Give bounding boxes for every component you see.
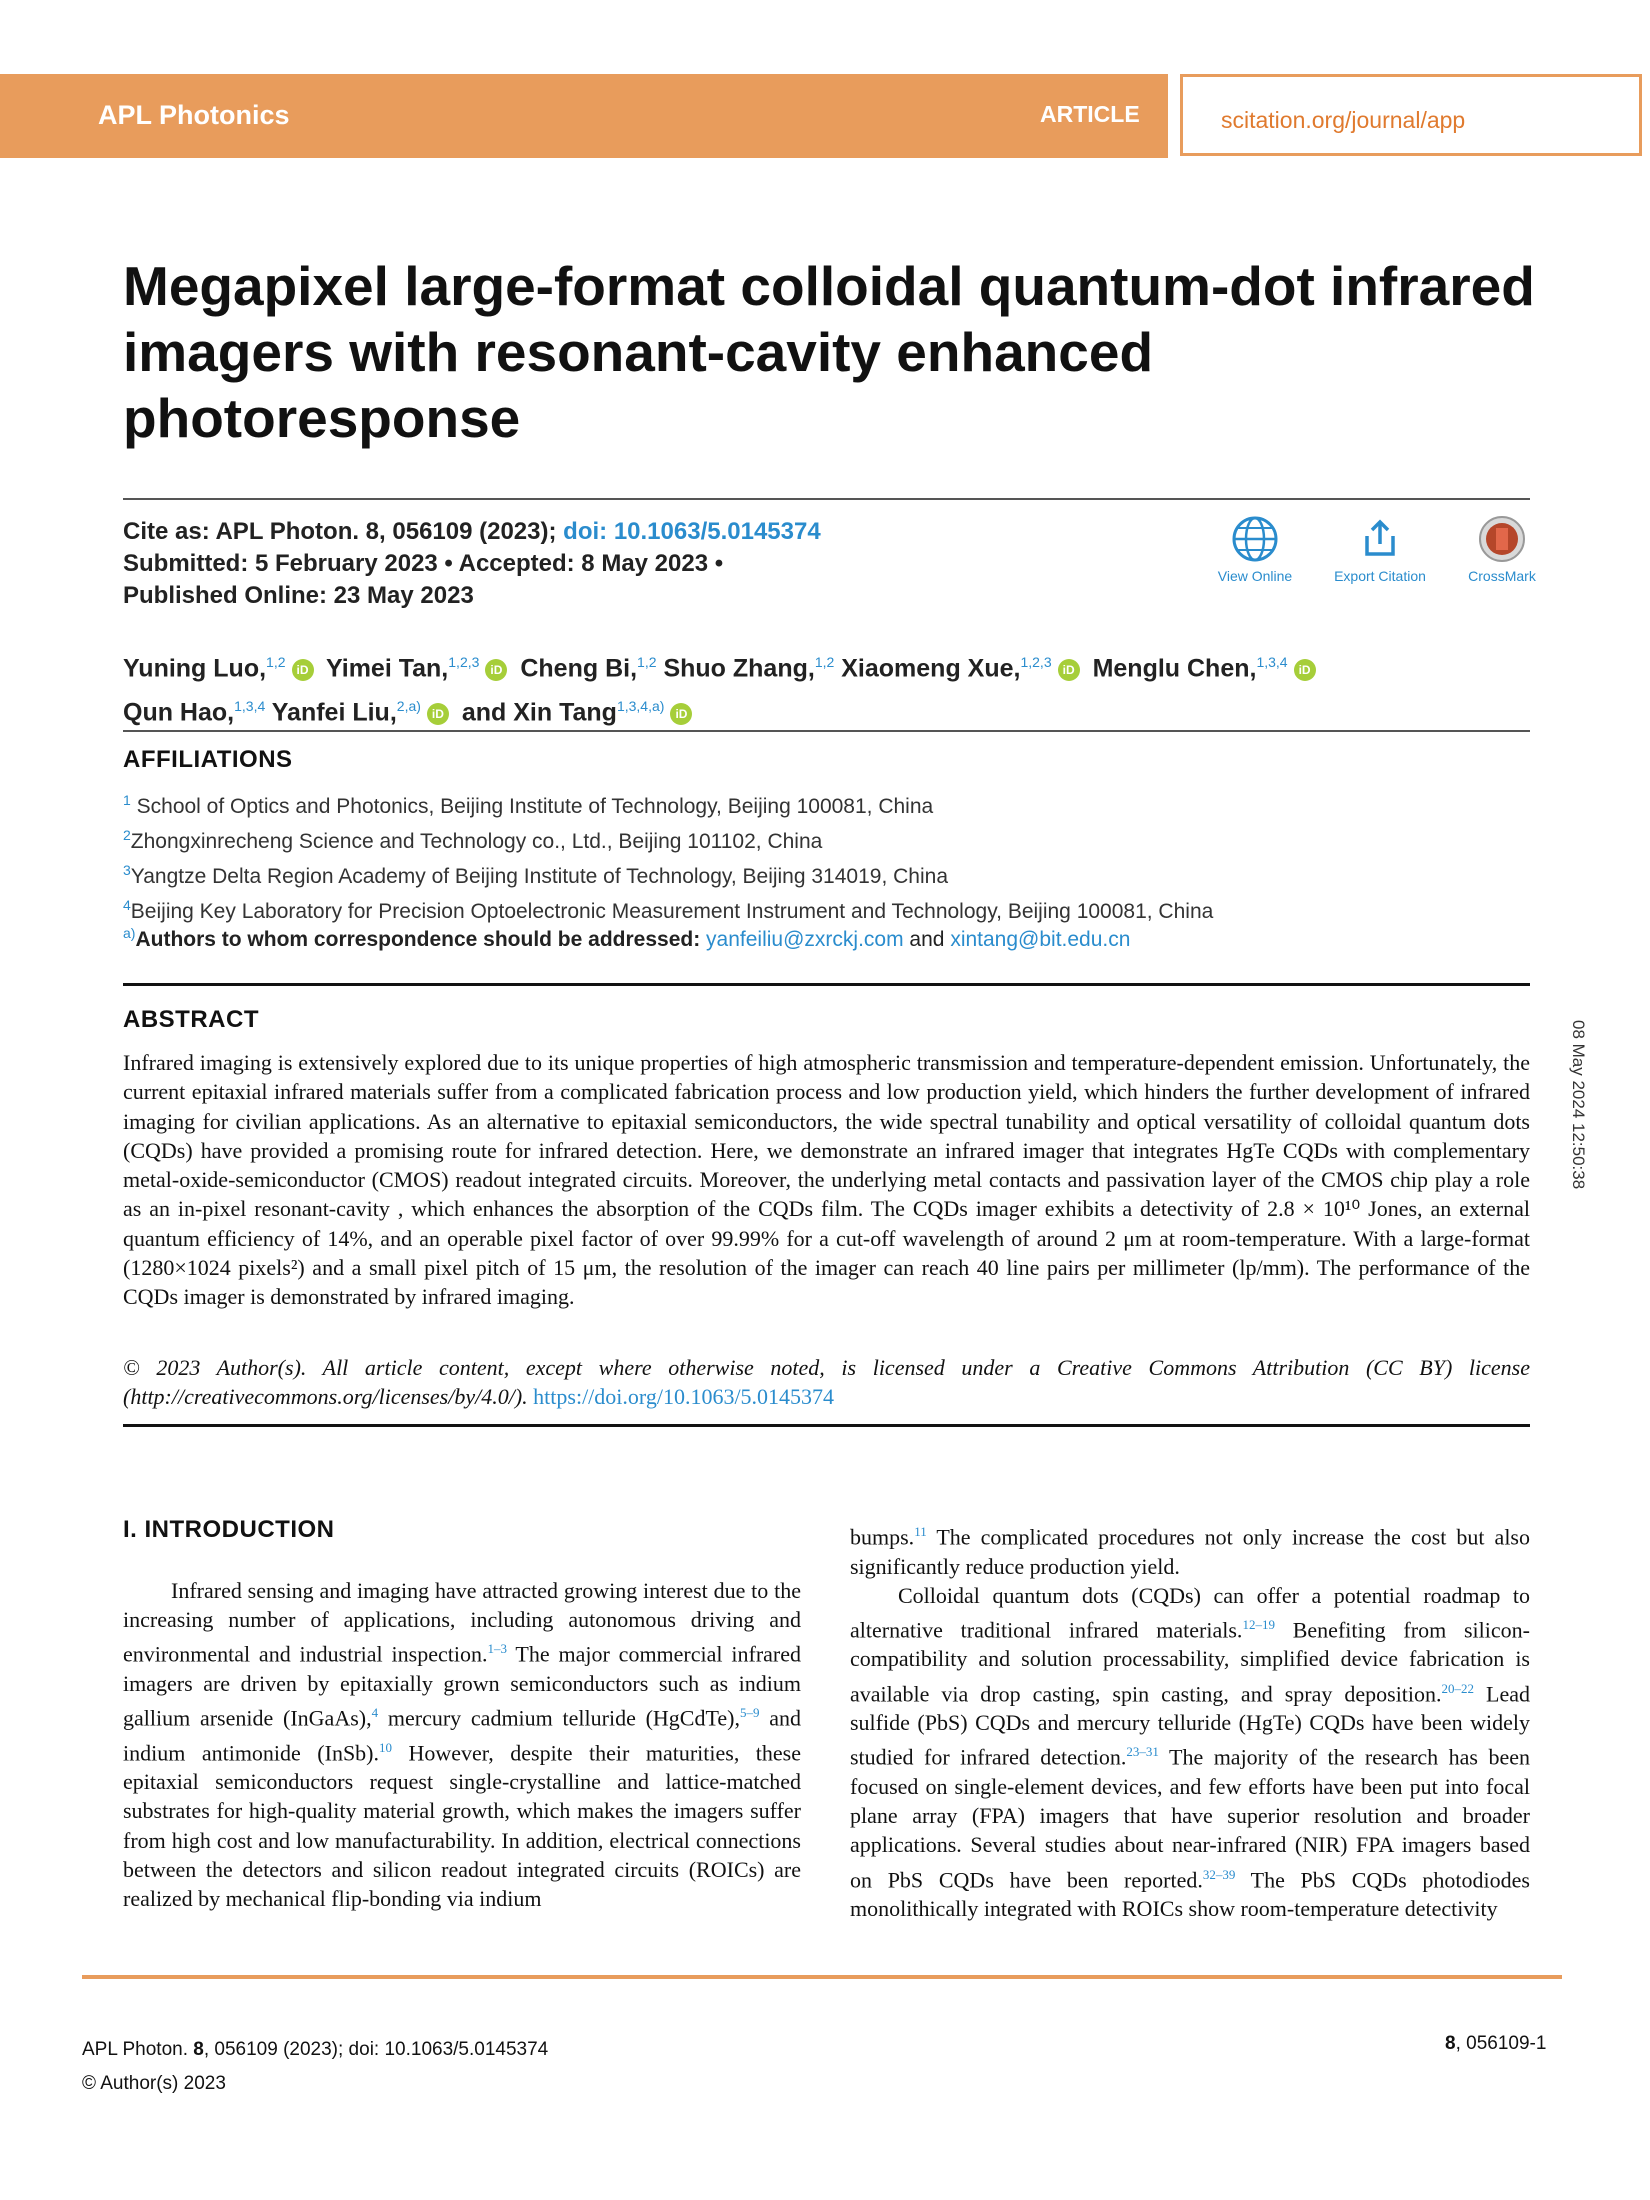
- view-online-button[interactable]: [1195, 514, 1315, 584]
- orcid-icon[interactable]: iD: [1058, 659, 1080, 681]
- affiliation-text: Yangtze Delta Region Academy of Beijing Institute of Technology, Beijing 314019, China: [130, 865, 948, 888]
- author-name: Qun Hao,: [123, 698, 235, 727]
- orcid-icon[interactable]: iD: [427, 703, 449, 725]
- author-name: Cheng Bi,: [520, 654, 638, 683]
- cite-label: Cite as: APL Photon. 8, 056109 (2023);: [123, 518, 557, 545]
- affiliations-list: [123, 786, 1543, 926]
- affiliation-item: [123, 821, 1543, 856]
- email-link[interactable]: yanfeiliu@zxrckj.com: [706, 928, 904, 951]
- reference-citation[interactable]: 23–31: [1126, 1744, 1159, 1760]
- email-link[interactable]: xintang@bit.edu.cn: [950, 928, 1131, 951]
- footer-volume: 8: [193, 2039, 204, 2060]
- page-number: [1445, 2033, 1546, 2055]
- body-text: bumps.: [850, 1524, 915, 1550]
- author-affiliation-mark: 1,2: [637, 654, 657, 670]
- introduction-heading: I. INTRODUCTION: [123, 1516, 335, 1543]
- body-text: The PbS CQDs photodiodes monolithically integrated with ROICs show room-temperature detectivity: [850, 1866, 1530, 1922]
- body-text: Benefiting from silicon-compatibility and solution processability, simplified device fabrication is available via drop casting, spin casting, and spray deposition.: [850, 1617, 1530, 1706]
- export-citation-button[interactable]: [1320, 514, 1440, 584]
- license-doi-link[interactable]: https://doi.org/10.1063/5.0145374: [533, 1384, 835, 1410]
- author-name: and Xin Tang: [461, 698, 617, 727]
- body-text: Colloidal quantum dots (CQDs) can offer a potential roadmap to alternative traditional infrared materials.: [850, 1582, 1530, 1643]
- license-note: [123, 1353, 1530, 1412]
- orcid-icon[interactable]: iD: [1294, 659, 1316, 681]
- divider: [123, 730, 1530, 732]
- author-affiliation-mark: 2,a): [396, 698, 421, 715]
- affiliation-number: 2: [123, 827, 131, 843]
- body-text: Lead sulfide (PbS) CQDs and mercury telluride (HgTe) CQDs have been widely studied for infrared detection.: [850, 1681, 1531, 1770]
- body-text: However, despite their maturities, these epitaxial semiconductors request single-crystalline and lattice-matched substrates for high-quality material growth, which makes the imagers suffer from high cost and low manufacturability. In addition, electrical connections between the detectors and silicon readout integrated circuits (ROICs) are realized by mechanical flip-bonding via indium: [123, 1740, 802, 1912]
- reference-citation[interactable]: 32–39: [1202, 1866, 1236, 1882]
- correspondence-note: [123, 925, 1543, 952]
- author-name: Yimei Tan,: [326, 654, 449, 683]
- affiliation-text: School of Optics and Photonics, Beijing Institute of Technology, Beijing 100081, China: [136, 795, 934, 818]
- footer-journal: APL Photon.: [82, 2039, 188, 2060]
- orcid-icon[interactable]: iD: [292, 659, 314, 681]
- page-id: , 056109-1: [1455, 2033, 1547, 2054]
- doi-link[interactable]: doi: 10.1063/5.0145374: [563, 518, 821, 545]
- reference-citation[interactable]: 11: [914, 1524, 927, 1539]
- globe-icon: [1230, 514, 1280, 564]
- reference-citation[interactable]: 10: [379, 1739, 393, 1755]
- reference-citation[interactable]: 5–9: [739, 1705, 760, 1721]
- submitted-dates: Submitted: 5 February 2023 • Accepted: 8 May 2023 •: [123, 550, 724, 577]
- orcid-icon[interactable]: iD: [670, 703, 692, 725]
- page-volume: 8: [1445, 2033, 1456, 2054]
- divider: [123, 1424, 1530, 1427]
- export-citation-label: Export Citation: [1334, 568, 1426, 584]
- affiliation-item: [123, 786, 1543, 821]
- affiliations-heading: AFFILIATIONS: [123, 746, 293, 773]
- crossmark-icon: [1477, 514, 1527, 564]
- share-export-icon: [1355, 514, 1405, 564]
- crossmark-label: CrossMark: [1468, 568, 1536, 584]
- footer-rule: [82, 1975, 1562, 1979]
- author-affiliation-mark: 1,3,4,a): [616, 698, 665, 715]
- divider: [123, 983, 1530, 986]
- affiliation-text: Zhongxinrecheng Science and Technology co., Ltd., Beijing 101102, China: [130, 830, 823, 853]
- reference-citation[interactable]: 20–22: [1441, 1680, 1475, 1696]
- view-online-label: View Online: [1217, 568, 1293, 584]
- author-name: Yanfei Liu,: [271, 698, 397, 727]
- author-affiliation-mark: 1,3,4: [234, 698, 266, 715]
- intro-paragraph: [123, 1576, 801, 1913]
- abstract-text: Infrared imaging is extensively explored due to its unique properties of high atmospheric transmission and temperature-dependent emission. Unfortunately, the current epitaxial infrared materials suffer from a complicated fabrication process and low production yield, which hinders the further development of infrared imaging for civilian applications. As an alternative to epitaxial semiconductors, the wide spectral tunability and optical versatility of colloidal quantum dots (CQDs) have provided a promising route for infrared detection. Here, we demonstrate an infrared imager that integrates HgTe CQDs with complementary metal-oxide-semiconductor (CMOS) readout integrated circuits. Moreover, the underlying metal contacts and passivation layer of the CMOS chip play a role as an in-pixel resonant-cavity , which enhances the absorption of the CQDs film. The CQDs imager exhibits a detectivity of 2.8 × 10¹⁰ Jones, an external quantum efficiency of 14%, and an operable pixel factor of over 99.99% for a cut-off wavelength of around 2 μm at room-temperature. With a large-format (1280×1024 pixels²) and a small pixel pitch of 15 μm, the resolution of the imager can reach 40 line pairs per millimeter (lp/mm). The performance of the CQDs imager is demonstrated by infrared imaging.: [123, 1050, 1530, 1310]
- article-type-label: ARTICLE: [1040, 101, 1140, 127]
- affiliation-text: Beijing Key Laboratory for Precision Optoelectronic Measurement Instrument and Technology, Beijing 100081, China: [130, 900, 1214, 923]
- affiliation-item: [123, 856, 1543, 891]
- body-text: mercury cadmium telluride (HgCdTe),: [378, 1705, 740, 1731]
- correspondence-mark: a): [123, 925, 136, 941]
- journal-name: APL Photonics: [98, 100, 290, 130]
- body-text: and indium antimonide (InSb).: [123, 1705, 802, 1765]
- divider: [123, 498, 1530, 500]
- author-affiliation-mark: 1,2: [266, 654, 286, 670]
- intro-column-right: [850, 1517, 1530, 1923]
- body-text: The complicated procedures not only increase the cost but also significantly reduce production yield.: [850, 1524, 1530, 1579]
- footer-copyright: © Author(s) 2023: [82, 2073, 226, 2094]
- conjunction-text: and: [909, 928, 945, 951]
- affiliation-number: 4: [123, 897, 131, 913]
- reference-citation[interactable]: 1–3: [487, 1641, 507, 1657]
- body-text: Infrared sensing and imaging have attracted growing interest due to the increasing number of applications, including autonomous driving and environmental and industrial inspection.: [123, 1578, 801, 1667]
- download-timestamp: 08 May 2024 12:50:38: [1569, 1020, 1588, 1190]
- intro-paragraph: [850, 1581, 1530, 1924]
- affiliation-number: 1: [123, 792, 131, 808]
- author-name: Shuo Zhang,: [663, 654, 815, 683]
- author-affiliation-mark: 1,2,3: [448, 654, 480, 670]
- body-text: The majority of the research has been focused on single-element devices, and few efforts have been put into focal plane array (FPA) imagers that have superior resolution and broader applications. Several studies about near-infrared (NIR) FPA imagers based on PbS CQDs have been reported.: [850, 1744, 1530, 1892]
- citation-block: [123, 516, 1123, 612]
- affiliation-item: [123, 891, 1543, 926]
- correspondence-label: Authors to whom correspondence should be addressed:: [135, 928, 701, 951]
- license-text: © 2023 Author(s). All article content, except where otherwise noted, is licensed under a Creative Commons Attribution (CC BY) license (http://creativecommons.org/licenses/by/4.0/).: [123, 1355, 1530, 1410]
- journal-site-link[interactable]: scitation.org/journal/app: [1221, 107, 1466, 133]
- abstract-heading: ABSTRACT: [123, 1006, 259, 1033]
- reference-citation[interactable]: 4: [371, 1705, 379, 1721]
- footer-doi: , 056109 (2023); doi: 10.1063/5.0145374: [203, 2039, 549, 2060]
- body-text: The major commercial infrared imagers are driven by epitaxially grown semiconductors such as indium gallium arsenide (InGaAs),: [123, 1641, 801, 1731]
- intro-paragraph: [850, 1517, 1530, 1581]
- affiliation-number: 3: [123, 862, 131, 878]
- orcid-icon[interactable]: iD: [485, 659, 507, 681]
- footer-citation: [82, 2033, 548, 2101]
- author-affiliation-mark: 1,2,3: [1020, 654, 1052, 670]
- author-name: Yuning Luo,: [123, 654, 267, 683]
- author-affiliation-mark: 1,2: [814, 654, 835, 670]
- author-affiliation-mark: 1,3,4: [1256, 654, 1288, 670]
- intro-column-left: [123, 1576, 801, 1913]
- article-title: Megapixel large-format colloidal quantum-dot infrared imagers with resonant-cavity enhanced photoresponse: [123, 255, 1535, 449]
- published-date: Published Online: 23 May 2023: [123, 582, 474, 609]
- reference-citation[interactable]: 12–19: [1242, 1616, 1275, 1632]
- author-name: Menglu Chen,: [1092, 654, 1257, 683]
- author-list: [123, 643, 1543, 732]
- crossmark-button[interactable]: [1442, 514, 1562, 584]
- author-name: Xiaomeng Xue,: [841, 654, 1021, 683]
